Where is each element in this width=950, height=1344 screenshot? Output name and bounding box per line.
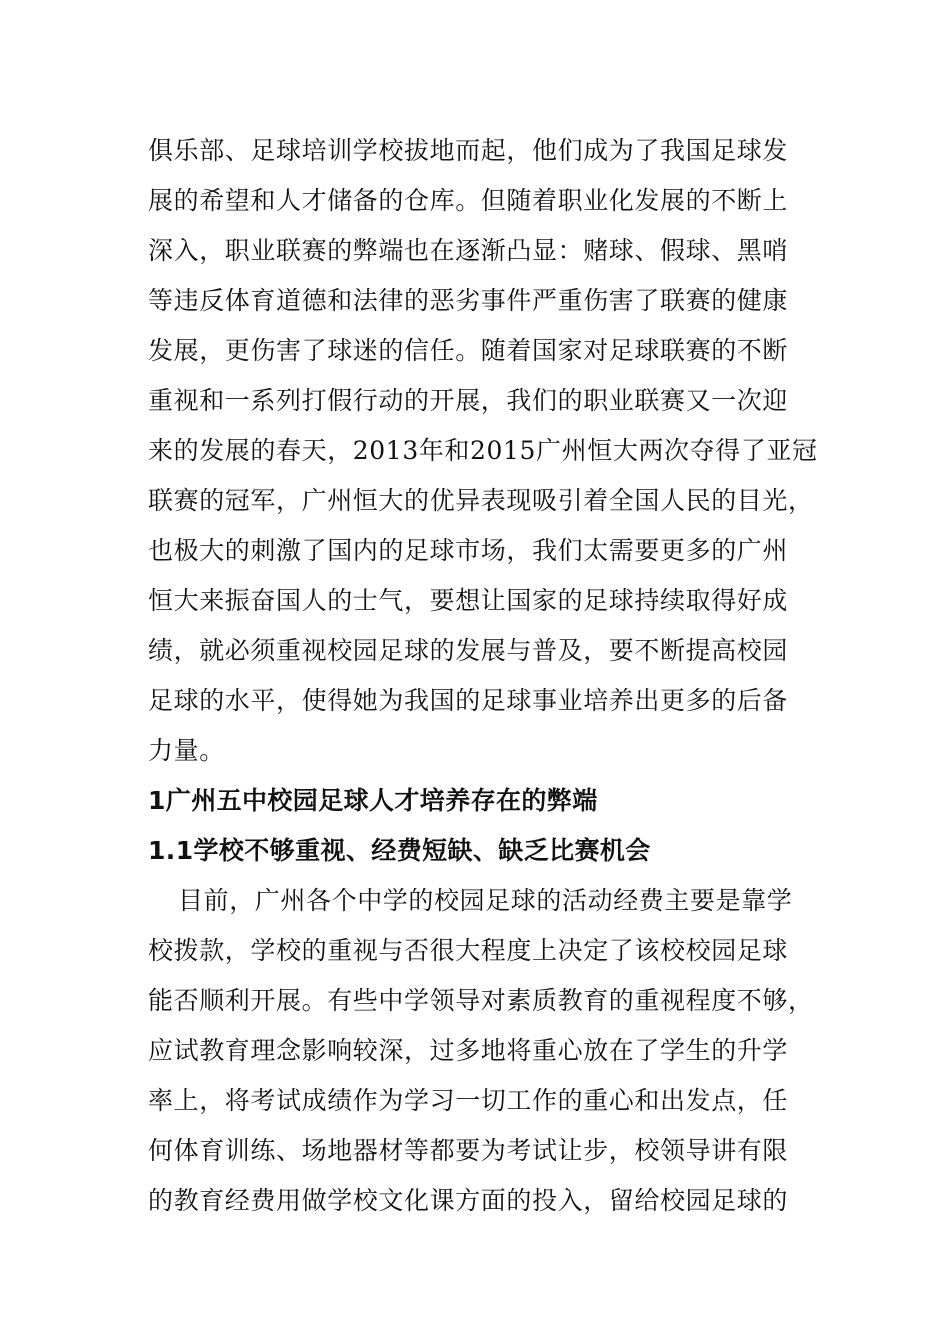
paragraph-line: 展的希望和人才储备的仓库。但随着职业化发展的不断上	[148, 186, 789, 215]
paragraph-line: 深入，职业联赛的弊端也在逐渐凸显：赌球、假球、黑哨	[148, 236, 789, 265]
paragraph-line: 发展，更伤害了球迷的信任。随着国家对足球联赛的不断	[148, 336, 789, 365]
paragraph-line: 的教育经费用做学校文化课方面的投入，留给校园足球的	[148, 1186, 789, 1215]
paragraph-line: 恒大来振奋国人的士气，要想让国家的足球持续取得好成	[148, 586, 789, 615]
paragraph-line: 能否顺利开展。有些中学领导对素质教育的重视程度不够，	[148, 986, 814, 1015]
subsection-heading: 1.1学校不够重视、经费短缺、缺乏比赛机会	[148, 836, 651, 865]
paragraph-line: 重视和一系列打假行动的开展，我们的职业联赛又一次迎	[148, 386, 789, 415]
paragraph-line: 校拨款，学校的重视与否很大程度上决定了该校校园足球	[148, 936, 789, 965]
paragraph-line: 力量。	[148, 736, 225, 765]
section-heading: 1广州五中校园足球人才培养存在的弊端	[148, 786, 598, 815]
paragraph-line: 何体育训练、场地器材等都要为考试让步，校领导讲有限	[148, 1136, 789, 1165]
paragraph-line: 俱乐部、足球培训学校拔地而起，他们成为了我国足球发	[148, 136, 789, 165]
paragraph-line: 目前，广州各个中学的校园足球的活动经费主要是靠学	[178, 886, 793, 915]
paragraph-line: 联赛的冠军，广州恒大的优异表现吸引着全国人民的目光，	[148, 486, 814, 515]
paragraph-line: 应试教育理念影响较深，过多地将重心放在了学生的升学	[148, 1036, 789, 1065]
paragraph-line: 等违反体育道德和法律的恶劣事件严重伤害了联赛的健康	[148, 286, 789, 315]
paragraph-line: 绩，就必须重视校园足球的发展与普及，要不断提高校园	[148, 636, 789, 665]
paragraph-line: 也极大的刺激了国内的足球市场，我们太需要更多的广州	[148, 536, 789, 565]
paragraph-line: 来的发展的春天，2013年和2015广州恒大两次夺得了亚冠	[148, 436, 818, 465]
paragraph-line: 足球的水平，使得她为我国的足球事业培养出更多的后备	[148, 686, 789, 715]
paragraph-line: 率上，将考试成绩作为学习一切工作的重心和出发点，任	[148, 1086, 789, 1115]
